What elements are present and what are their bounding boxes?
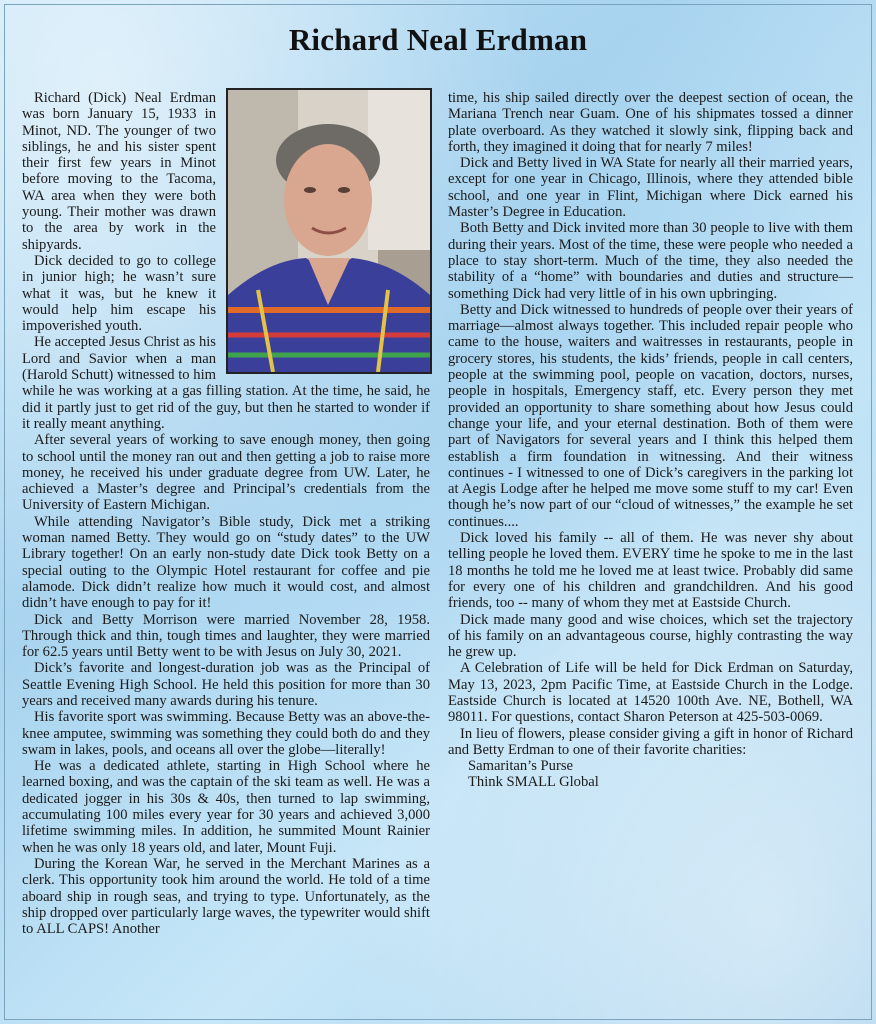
paragraph: While attending Navigator’s Bible study, Dick met a striking woman named Betty. They would go on “study dates” to the UW Library together! On an early non-study date Dick took Betty on a special outing to the Olympic Hotel restaurant for coffee and pie alamode. Dick didn’t realize how much it would cost, and almost didn’t have enough to pay for it! xyxy=(22,513,430,612)
paragraph: Dick decided to go to college in junior high; he wasn’t sure what it was, but he knew it would help him escape his impoverished youth. xyxy=(22,252,216,335)
paragraph: Richard (Dick) Neal Erdman was born January 15, 1933 in Minot, ND. The younger of two siblings, he and his sister spent their first few years in Minot before moving to the Tacoma, WA area when they were both young. Their mother was drawn to the area by work in the shipyards. xyxy=(22,90,216,253)
charity-item: Think SMALL Global xyxy=(468,774,599,791)
paragraph: In lieu of flowers, please consider giving a gift in honor of Richard and Betty Erdman to one of their favorite charities: xyxy=(448,725,853,758)
paragraph: During the Korean War, he served in the Merchant Marines as a clerk. This opportunity took him around the world. He told of a time aboard ship in rough seas, and trying to type. Unfortunately, as the ship dropped over particularly large waves, the typewriter would shift to ALL CAPS! Another xyxy=(22,855,430,938)
paragraph-continued: time, his ship sailed directly over the deepest section of ocean, the Mariana Trench near Guam. One of his shipmates tossed a dinner plate overboard. As they watched it slowly sink, flipping back and forth, they imagined it doing that for nearly 7 miles! xyxy=(448,90,853,155)
paragraph: Dick made many good and wise choices, which set the trajectory of his family on an advantageous course, highly contrasting the way he grew up. xyxy=(448,611,853,661)
paragraph: His favorite sport was swimming. Because Betty was an above-the-knee amputee, swimming was something they could both do and they swam in lakes, pools, and oceans all over the globe—literally! xyxy=(22,709,430,758)
portrait-photo xyxy=(226,88,432,374)
paragraph: Betty and Dick witnessed to hundreds of people over their years of marriage—almost always together. This included repair people who came to the house, waiters and waitresses in restaurants, people in grocery stores, his students, the kids’ friends, people in call centers, people at the swimming pool, people on vacation, doctors, nurses, people in hospitals, Emergency staff, etc. Every person they met provided an opportunity to share something about how Jesus could change your life, and your eternal destination. Both of them were part of Navigators for several years and I think this helped them establish a firm foundation in witnessing. And their witness continues - I witnessed to one of Dick’s caregivers in the parking lot at Aegis Lodge after he helped me move some stuff to my car! Even though he’s now part of our “cloud of witnesses,” the example he set continues.... xyxy=(448,301,853,530)
paragraph: Both Betty and Dick invited more than 30 people to live with them during their years. Most of the time, these were people who needed a place to stay short-term. Much of the time, they also needed the stability of a “home” with boundaries and duties and structure—something Dick had very little of in his own upbringing. xyxy=(448,220,853,302)
obituary-title: Richard Neal Erdman xyxy=(288,22,588,57)
paragraph: A Celebration of Life will be held for Dick Erdman on Saturday, May 13, 2023, 2pm Pacific Time, at Eastside Church in the Lodge. Eastside Church is located at 14520 100th Ave. NE, Bothell, WA 98011. For questions, contact Sharon Peterson at 425-503-0069. xyxy=(448,660,853,726)
left-column xyxy=(22,90,430,937)
paragraph: He accepted Jesus Christ as his Lord and Savior when a man (Harold Schutt) witnessed to him while he was working at a gas filling station. At the time, he said, he did it partly just to get rid of the guy, but then he started to wonder if it really meant anything. xyxy=(22,334,430,432)
paragraph: After several years of working to save enough money, then going to school until the money ran out and then getting a job to raise more money, he received his under graduate degree from UW. Later, he achieved a Master’s degree and Principal’s credentials from the University of Eastern Michigan. xyxy=(22,432,430,514)
paragraph: Dick and Betty Morrison were married November 28, 1958. Through thick and thin, tough times and laughter, they were married for 62.5 years until Betty went to be with Jesus on July 30, 2021. xyxy=(22,611,430,661)
right-column xyxy=(448,90,853,791)
paragraph: Dick’s favorite and longest-duration job was as the Principal of Seattle Evening High School. He held this position for more than 30 years and received many awards during his tenure. xyxy=(22,660,430,709)
paragraph: Dick loved his family -- all of them. He was never shy about telling people he loved them. EVERY time he spoke to me in the last 18 months he told me he loved me at least twice. Probably did same for every one of his children and grandchildren. And his good friends, too -- many of whom they met at Eastside Church. xyxy=(448,530,853,612)
paragraph: Dick and Betty lived in WA State for nearly all their married years, except for one year in Chicago, Illinois, where they attended bible school, and one year in Flint, Michigan where Dick earned his Master’s Degree in Education. xyxy=(448,155,853,221)
paragraph: He was a dedicated athlete, starting in High School where he learned boxing, and was the captain of the ski team as well. He was a dedicated jogger in his 30s & 40s, then turned to lap swimming, accumulating 100 miles every year for 30 years and achieved 3,000 lifetime swimming miles. In addition, he summited Mount Rainier when he was only 18 years old, and later, Mount Fuji. xyxy=(22,758,430,856)
charity-item: Samaritan’s Purse xyxy=(468,758,573,775)
